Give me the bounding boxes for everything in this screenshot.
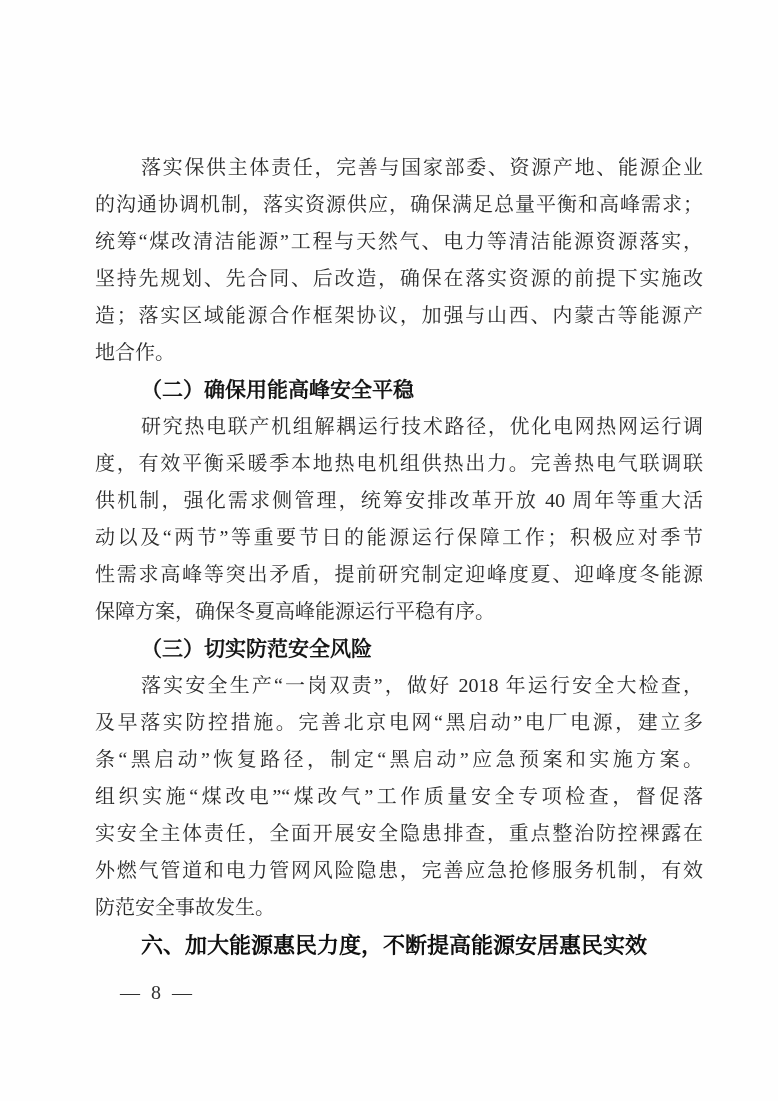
body-line: 组织实施“煤改电”“煤改气”工作质量安全专项检查，督促落 bbox=[95, 786, 703, 808]
body-line: 度，有效平衡采暖季本地热电机组供热出力。完善热电气联调联 bbox=[95, 453, 703, 475]
body-line: 防范安全事故发生。 bbox=[95, 897, 275, 919]
document-body bbox=[95, 150, 703, 964]
body-line: 造；落实区域能源合作框架协议，加强与山西、内蒙古等能源产 bbox=[95, 305, 703, 327]
body-line: 研究热电联产机组解耦运行技术路径，优化电网热网运行调 bbox=[141, 416, 703, 438]
section-heading-6: 六、加大能源惠民力度，不断提高能源安居惠民实效 bbox=[141, 933, 648, 958]
body-line: 保障方案，确保冬夏高峰能源运行平稳有序。 bbox=[95, 601, 495, 623]
body-line: 地合作。 bbox=[95, 342, 175, 364]
sub-heading-2: （二）确保用能高峰安全平稳 bbox=[141, 378, 414, 402]
sub-heading-3: （三）切实防范安全风险 bbox=[141, 637, 372, 661]
body-line: 外燃气管道和电力管网风险隐患，完善应急抢修服务机制，有效 bbox=[95, 860, 703, 882]
body-line: 条“黑启动”恢复路径，制定“黑启动”应急预案和实施方案。 bbox=[95, 749, 703, 771]
body-line: 实安全主体责任，全面开展安全隐患排查，重点整治防控裸露在 bbox=[95, 823, 703, 845]
body-line: 坚持先规划、先合同、后改造，确保在落实资源的前提下实施改 bbox=[95, 268, 703, 290]
body-line: 的沟通协调机制，落实资源供应，确保满足总量平衡和高峰需求； bbox=[95, 194, 703, 216]
body-line: 及早落实防控措施。完善北京电网“黑启动”电厂电源，建立多 bbox=[95, 712, 703, 734]
body-line: 性需求高峰等突出矛盾，提前研究制定迎峰度夏、迎峰度冬能源 bbox=[95, 564, 703, 586]
page-number: — 8 — bbox=[120, 982, 195, 1004]
body-line: 落实安全生产“一岗双责”，做好 2018 年运行安全大检查， bbox=[141, 675, 703, 697]
body-line: 供机制，强化需求侧管理，统筹安排改革开放 40 周年等重大活 bbox=[95, 490, 703, 512]
body-line: 落实保供主体责任，完善与国家部委、资源产地、能源企业 bbox=[141, 157, 703, 179]
body-line: 动以及“两节”等重要节日的能源运行保障工作；积极应对季节 bbox=[95, 527, 703, 549]
body-line: 统筹“煤改清洁能源”工程与天然气、电力等清洁能源资源落实， bbox=[95, 231, 703, 253]
